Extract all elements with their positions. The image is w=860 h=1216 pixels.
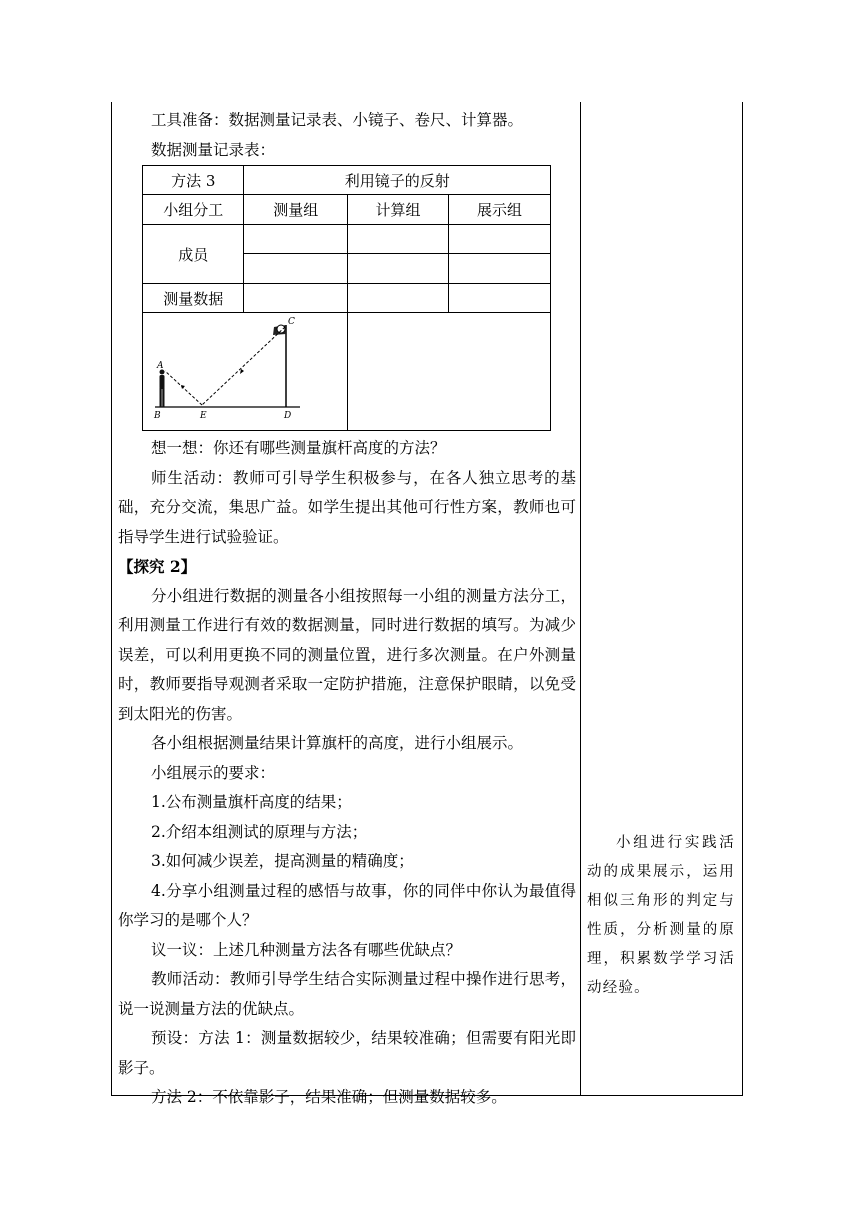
group-label-cell: 小组分工 — [143, 195, 244, 225]
data-cell — [348, 284, 449, 313]
point-d-label: D — [284, 411, 292, 421]
method-value-cell: 利用镜子的反射 — [244, 166, 551, 195]
method2-paragraph: 方法 2：不依靠影子，结果准确；但测量数据较多。 — [151, 1088, 507, 1106]
mirror-reflection-figure-cell — [143, 313, 348, 431]
arrow-incident-icon — [240, 369, 244, 374]
flag-ring — [277, 325, 285, 333]
point-c-label: C — [288, 317, 295, 327]
tools-paragraph: 工具准备：数据测量记录表、小镜子、卷尺、计算器。 — [151, 111, 524, 129]
requirement-4: 4.分享小组测量过程的感悟与故事，你的同伴中你认为最值得你学习的是哪个人？ — [118, 881, 576, 929]
requirement-3: 3.如何减少误差，提高测量的精确度； — [151, 852, 414, 870]
teacher-paragraph: 教师活动：教师引导学生结合实际测量过程中操作进行思考，说一说测量方法的优缺点。 — [118, 970, 576, 1018]
members-cell — [348, 254, 449, 284]
person-icon — [160, 370, 165, 408]
explore2-paragraph: 分小组进行数据的测量各小组按照每一小组的测量方法分工，利用测量工作进行有效的数据测量，同时进行数据的填写。为减少误差，可以利用更换不同的测量位置，进行多次测量。在户外测量时，教师要指导观测者采取一定防护措施，注意保护眼睛，以免受到太阳光的伤害。 — [118, 586, 576, 723]
requirement-1: 1.公布测量旗杆高度的结果； — [151, 793, 352, 811]
requirements-paragraph: 小组展示的要求： — [151, 763, 276, 782]
members-cell — [449, 254, 551, 284]
point-a-label: A — [157, 361, 164, 371]
calc-group-header: 计算组 — [348, 195, 449, 225]
activity-paragraph: 师生活动：教师可引导学生积极参与，在各人独立思考的基础，充分交流，集思广益。如学生提出其他可行性方案，教师也可指导学生进行试验验证。 — [118, 468, 576, 546]
members-cell — [244, 225, 348, 254]
design-intent-column — [587, 829, 735, 1003]
discuss-paragraph: 议一议：上述几种测量方法各有哪些优缺点？ — [151, 940, 462, 959]
measurement-record-table — [142, 165, 551, 431]
point-b-label: B — [154, 411, 161, 421]
members-label-cell: 成员 — [143, 225, 244, 284]
arrow-reflected-icon — [181, 385, 185, 389]
requirement-2: 2.介绍本组测试的原理与方法； — [151, 822, 368, 841]
main-column — [118, 106, 576, 1113]
members-cell — [348, 225, 449, 254]
groups-paragraph: 各小组根据测量结果计算旗杆的高度，进行小组展示。 — [151, 734, 524, 752]
incident-ray — [202, 327, 285, 405]
column-divider — [580, 102, 581, 1096]
mirror-reflection-diagram — [143, 313, 347, 430]
members-cell — [244, 254, 348, 284]
think-paragraph: 想一想：你还有哪些测量旗杆高度的方法？ — [151, 439, 446, 457]
table-caption: 数据测量记录表： — [151, 140, 276, 159]
figure-notes-cell — [348, 313, 551, 431]
preset-paragraph: 预设：方法 1：测量数据较少，结果较准确；但需要有阳光即影子。 — [118, 1029, 576, 1077]
reflected-ray — [165, 371, 202, 405]
explore2-heading: 【探究 2】 — [118, 557, 197, 576]
members-cell — [449, 225, 551, 254]
method-label-cell: 方法 3 — [143, 166, 244, 195]
data-cell — [449, 284, 551, 313]
data-cell — [244, 284, 348, 313]
show-group-header: 展示组 — [449, 195, 551, 225]
point-e-label: E — [200, 411, 207, 421]
design-intent-note: 小组进行实践活动的成果展示，运用相似三角形的判定与性质，分析测量的原理，积累数学学习活动经验。 — [587, 835, 735, 996]
data-label-cell: 测量数据 — [143, 284, 244, 313]
measure-group-header: 测量组 — [244, 195, 348, 225]
